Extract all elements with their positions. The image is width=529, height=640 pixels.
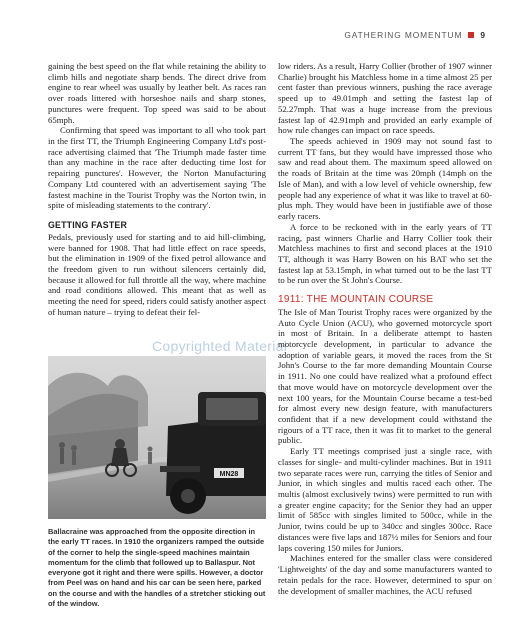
right-column — [278, 61, 492, 596]
section-heading-mountain-course: 1911: THE MOUNTAIN COURSE — [278, 294, 434, 306]
photo-caption: Ballacraine was approached from the opposite direction in the early TT races. In 1910 the organizers ramped the outside of the corner to help the single-speed machines maintain momentum for the climb that followed up to Ballaspur. Not everyone got it right and there were spills. However, a doctor from Peel was on hand and his car can be seen here, parked on the course and with the handles of a stretcher sticking out of the window. — [48, 527, 266, 609]
far-trees — [48, 373, 148, 436]
right-paragraph-6: Machines entered for the smaller class were considered 'Lightweights' of the day and some manufacturers wanted to retain pedals for the race. However, determined to spur on the development of smaller machines, the ACU refused — [278, 553, 492, 596]
historic-photo — [48, 356, 266, 519]
right-paragraph-4: The Isle of Man Tourist Trophy races were organized by the Auto Cycle Union (ACU), who governed motorcycle sport in most of Britain. In a deliberate attempt to hasten motorcycle development, in particular to advance the adoption of variable gears, it moved the races from the St John's Course to the far more demanding Mountain Course in 1911. No one could have realized what a profound effect that move would have on motorcycle development over the next 100 years, for the Mountain Course became a test-bed for almost every new design feature, with manufacturers confident that if a new development could withstand the rigours of a TT race, then it was fit to market to the general public. — [278, 306, 492, 446]
left-paragraph-3: Pedals, previously used for starting and to aid hill-climbing, were banned for 1908. That had little effect on race speeds, but the elimination in 1909 of the fixed petrol allowance and the freedom given to run without silencers certainly did, because it allowed for full throttle all the way, where machine and road conditions allowed. This meant that as well as meeting the need for speed, riders could satisfy another aspect of human nature – trying to defeat their fel- — [48, 231, 266, 317]
right-paragraph-1: low riders. As a result, Harry Collier (brother of 1907 winner Charlie) brought his Matchless home in a time almost 25 per cent faster than previous winners, pushing the race average speed up to 49.01mph and setting the fastest lap of 52.27mph. That was a huge increase from the previous fastest lap of 42.91mph and provided an early example of how rule changes can impact on race speeds. — [278, 61, 492, 136]
right-paragraph-3: A force to be reckoned with in the early years of TT racing, past winners Charlie and Harry Collier took their Matchless machines to first and second places at the 1910 TT, although it was Harry Bowen on his BAT who set the fastest lap at 53.15mph, in what turned out to be the last TT to be run over the St John's Course. — [278, 221, 492, 286]
left-column — [48, 61, 266, 318]
page-number: 9 — [480, 30, 485, 40]
right-paragraph-2: The speeds achieved in 1909 may not sound fast to current TT fans, but they would have impressed those who saw and read about them. The maximum speed allowed on the roads of Britain at the time was 20mph (14mph on the Isle of Man), and with a low level of vehicle ownership, few people had any experience of what it was like to travel at 60-plus mph. They would have been in justifiable awe of those early racers. — [278, 136, 492, 222]
running-header — [344, 29, 485, 41]
number-plate-text: MN28 — [219, 471, 239, 478]
photo-illustration — [48, 356, 266, 519]
left-paragraph-2: Confirming that speed was important to all who took part in the first TT, the Triumph Engineering Company Ltd's post-race advertising claimed that 'The Triumph made faster time than any machine in the race after deducting time lost for repairing punctures'. However, the Norton Manufacturing Company Ltd countered with an advertisement saying 'The fastest machine in the Tourist Trophy was the Norton twin, in spite of misleading statements to the contrary'. — [48, 125, 266, 211]
header-square-icon — [468, 32, 474, 38]
running-title: GATHERING MOMENTUM — [344, 30, 463, 40]
watermark: Copyrighted Material — [152, 338, 288, 354]
right-paragraph-5: Early TT meetings comprised just a single race, with classes for single- and multi-cylinder machines. But in 1911 two separate races were run, carrying the titles of Senior and Junior, in which singles and multis raced each other. The multis (almost exclusively twins) were permitted to run with a greater engine capacity; for the Senior they had an upper limit of 585cc with singles limited to 500cc, while in the Junior, twins could be up to 340cc and singles 300cc. Race distances were five laps and 187½ miles for Seniors and four laps covering 150 miles for Juniors. — [278, 446, 492, 553]
left-paragraph-1: gaining the best speed on the flat while retaining the ability to climb hills and negotiate sharp bends. The direct drive from engine to rear wheel was usually by leather belt. As races ran over roads littered with horseshoe nails and sharp stones, punctures were frequent. Top speed was said to be about 65mph. — [48, 61, 266, 125]
section-heading-getting-faster: GETTING FASTER — [48, 220, 128, 231]
